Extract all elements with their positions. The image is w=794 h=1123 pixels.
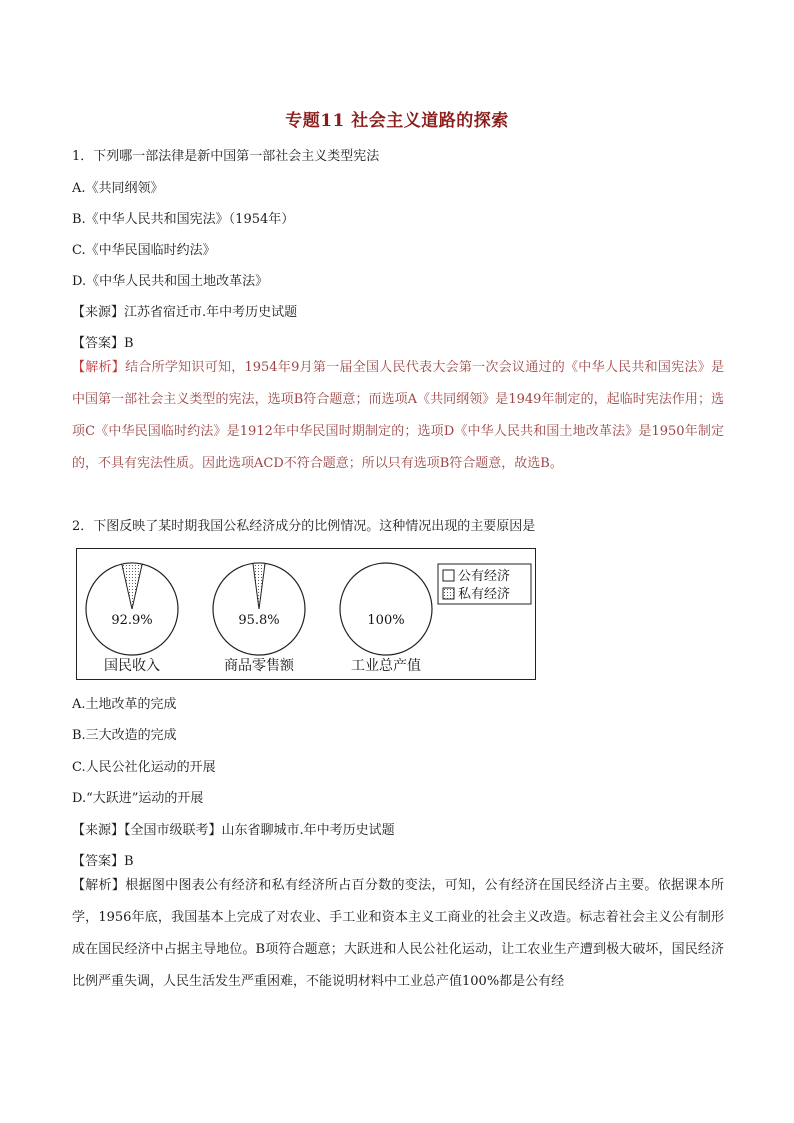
pie-3-public-slice (340, 563, 432, 655)
q1-analysis-tag: 【解析】 (72, 360, 126, 375)
q1-source: 【来源】江苏省宿迁市.年中考历史试题 (72, 305, 298, 320)
q2-analysis (72, 870, 724, 998)
legend-label-1: 公有经济 (458, 569, 511, 584)
q1-option-d: D.《中华人民共和国土地改革法》 (72, 274, 269, 289)
pie-3-category-label: 工业总产值 (351, 658, 421, 674)
q1-analysis (72, 352, 724, 480)
q2-stem: 2．下图反映了某时期我国公私经济成分的比例情况。这种情况出现的主要原因是 (72, 519, 536, 534)
q1-option-a: A.《共同纲领》 (72, 181, 164, 196)
q2-answer: 【答案】B (72, 854, 134, 869)
legend-label-2: 私有经济 (458, 587, 511, 602)
legend-swatch-1 (443, 570, 454, 581)
legend-swatch-2 (443, 588, 454, 599)
pie-3-value-label: 100% (367, 613, 405, 628)
q1-analysis-text: 结合所学知识可知，1954年9月第一届全国人民代表大会第一次会议通过的《中华人民共和国宪法》是中国第一部社会主义类型的宪法，选项B符合题意；而选项A《共同纲领》是1949年制定的，起临时宪法作用；选项C《中华民国临时约法》是1912年中华民国时期制定的；选项D《中华人民共和国土地改革法》是1950年制定的，不具有宪法性质。因此选项ACD不符合题意；所以只有选项B符合题意，故选B。 (72, 360, 724, 471)
pie-2-value-label: 95.8% (238, 613, 280, 628)
q1-stem: 1．下列哪一部法律是新中国第一部社会主义类型宪法 (72, 149, 380, 164)
q1-option-b: B.《中华人民共和国宪法》（1954年） (72, 212, 295, 227)
q1-answer: 【答案】B (72, 336, 134, 351)
q2-source: 【来源】【全国市级联考】山东省聊城市.年中考历史试题 (72, 823, 395, 838)
pie-1-value-label: 92.9% (111, 613, 153, 628)
pie-chart-figure (76, 548, 536, 680)
q2-option-b: B.三大改造的完成 (72, 728, 177, 743)
q2-analysis-tag: 【解析】 (72, 878, 126, 893)
pie-chart-svg (77, 549, 535, 679)
pie-2-category-label: 商品零售额 (224, 658, 294, 674)
page-title: 专题11 社会主义道路的探索 (285, 111, 509, 131)
q2-analysis-text: 根据图中图表公有经济和私有经济所占百分数的变法，可知，公有经济在国民经济占主要。依据课本所学，1956年底，我国基本上完成了对农业、手工业和资本主义工商业的社会主义改造。标志着社会主义公有制形成在国民经济中占据主导地位。B项符合题意；大跃进和人民公社化运动，让工农业生产遭到极大破坏，国民经济比例严重失调，人民生活发生严重困难，不能说明材料中工业总产值100%都是公有经 (72, 878, 724, 989)
q2-option-d: D.“大跃进”运动的开展 (72, 791, 204, 806)
pie-1-category-label: 国民收入 (104, 658, 160, 674)
q2-option-c: C.人民公社化运动的开展 (72, 760, 216, 775)
q2-option-a: A.土地改革的完成 (72, 697, 177, 712)
q1-option-c: C.《中华民国临时约法》 (72, 243, 216, 258)
